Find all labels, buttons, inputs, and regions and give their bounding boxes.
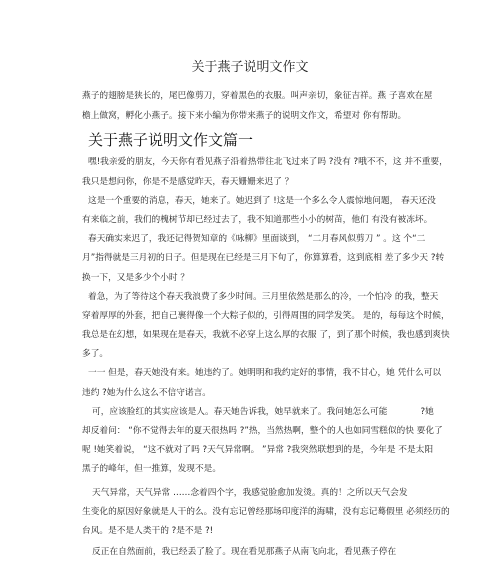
text-line: 这是一个重要的消息，春天，她来了。她迟到了 !这是一个多么令人震惊地问题， 春天还没 [88,195,436,206]
text-line: 着急，为了等待这个春天我浪费了多少时间。三月里依然是那么的冷，一个怕冷 的我，整天 [88,291,439,302]
text-line: 穿着厚厚的外套，把自己裹得像一个大粽子似的，引得周围的同学发笑。 是的，每每这个时候， [82,310,450,321]
text-line: 檐上做窝，孵化小燕子。接下来小编为你带来燕子的说明文作文，希望对 你有帮助。 [82,111,407,121]
section-heading: 关于燕子说明文作文篇一 [88,131,254,149]
paragraph [82,403,477,480]
text-line: 换一下，又是多少个小时 ？ [82,272,190,283]
text-line: 一一 但是，春天她没有来。她违约了。她明明和我约定好的事情，我不甘心，她 凭什么可以 [88,368,442,379]
paragraph [82,543,477,562]
text-line: 燕子的翅膀是狭长的，尾巴像剪刀，穿着黑色的衣服。叫声亲切，象征吉祥。燕 子喜欢在屋 [82,91,433,101]
text-line: 台风。是不是人类干的 ?是不是 ?! [82,525,214,536]
text-line: 嘿!我亲爱的朋友，今天你有看见燕子沿着热带往北飞过来了吗 ?没有 ?哦不不，这 并不重要， [88,157,448,168]
text-line: 有来临之前，我们的槐树节却已经过去了，我不知道那些小小的树苗，他们 有没有被冻坏。 [82,214,433,225]
paragraph [82,364,477,402]
paragraph [82,484,477,542]
paragraph [82,230,477,288]
text-line: 生变化的原因好象就是人干的么。没有忘记曾经那场印度洋的海啸，没有忘记蓦假里 必须经历的 [82,506,450,517]
text-line: 春天确实来迟了，我还记得贺知章的《咏柳》里面谈到， “二月春风似剪刀 ” 。这 个“二 [88,234,426,245]
text-line: 呢 !她笑着说， “这不就对了吗 ?天气异常啊。 ”异常 ?我突然联想到的是，今年是 不是太阳 [82,445,434,456]
text-line: 天气异常，天气异常 ……念着四个字，我感觉脸愈加发烫。真的！之所以天气会发 [92,487,408,498]
paragraph [82,153,477,191]
text-line: 却反着问： “你不觉得去年的夏天很热吗 ?”热，当然热啊，整个的人也如同雪糕似的快 要化了 [82,426,443,437]
text-line: 违约 ?她为什么这么不信守诺言。 [82,387,211,398]
paragraph [82,192,477,230]
text-line: 多了。 [82,349,109,360]
paragraph [82,288,477,365]
text-line: 反正在自然面前，我已经丢了脸了。现在看见那燕子从南飞向北，看见燕子停在 [92,547,397,558]
text-line: 黑子的峰年，但一推算，发现不是。 [82,464,221,475]
text-line: 我总是在幻想，如果现在是春天，我就不必穿上这么厚的衣服 了，到了那个时候，我也感到爽快 [82,330,450,341]
text-line: 可，应该脸红的其实应该是人。春天她告诉我，她早就来了。我问她怎么可能 ?她 [92,406,434,417]
intro-paragraph [82,86,472,126]
document-title: 关于燕子说明文作文 [191,60,309,75]
text-line: 我只是想问你，你是不是感觉昨天，春天姗姗来迟了 ？ [82,176,294,187]
article-body [82,153,477,562]
text-line: 月”指得就是三月初的日子。但是现在已经是三月下旬了，你算算看，这到底相 差了多少天 ?转 [82,253,445,264]
